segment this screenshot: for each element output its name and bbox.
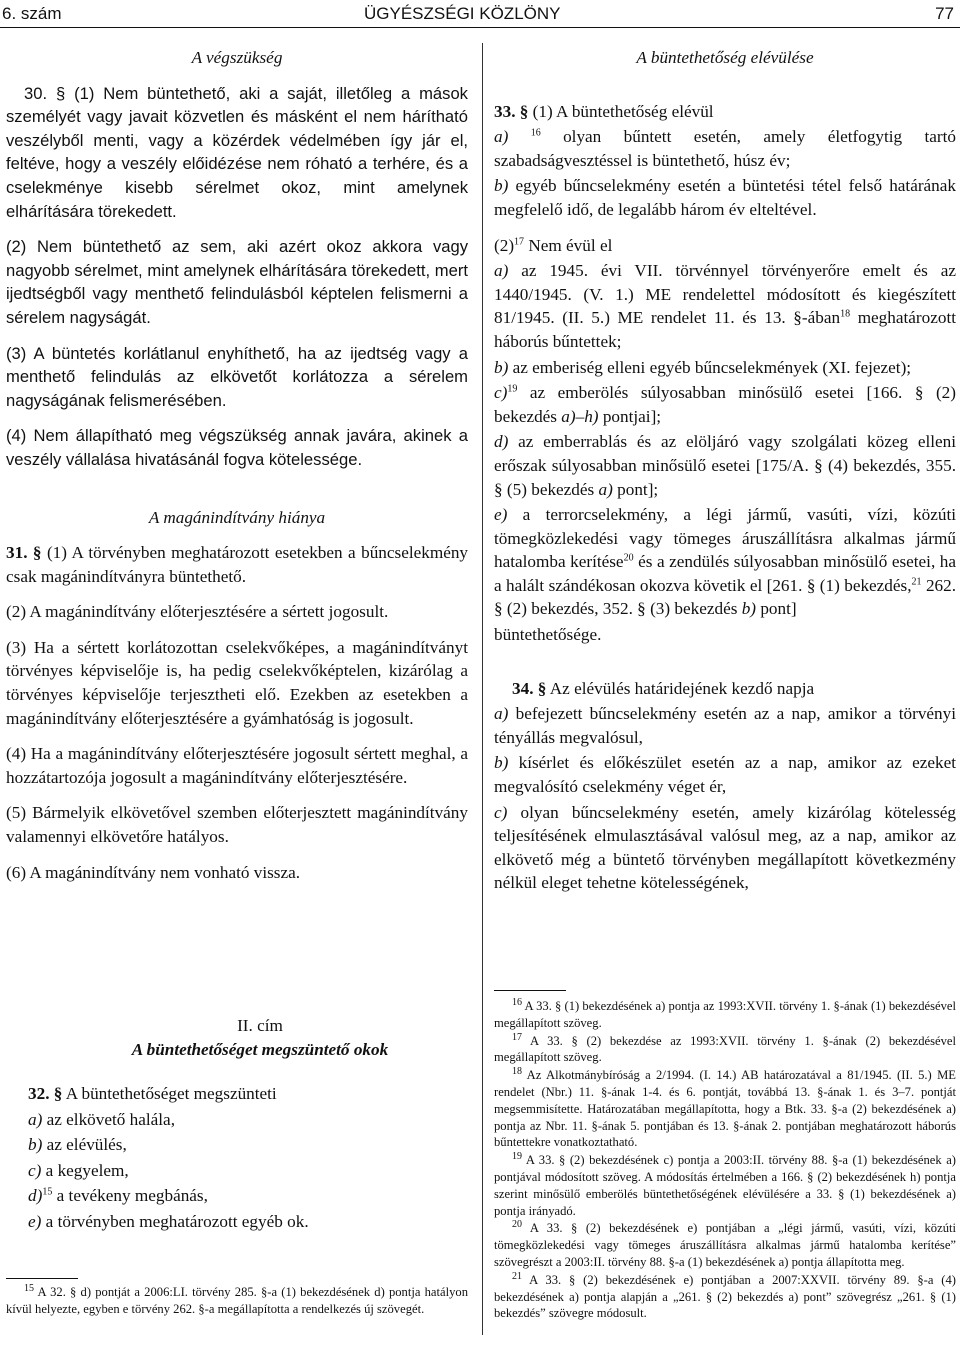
- section-30-para-4: (4) Nem állapítható meg végszükség annak javára, akinek a veszély vállalása hivatásánál fogva kötelessége.: [6, 426, 468, 469]
- section-33-2-item-c: c)$^{19}$ az emberölés súlyosabban minősülő esetei [166. § (2) bekezdés a)–h) pontjai];: [494, 383, 956, 426]
- column-divider: [482, 43, 483, 1335]
- section-heading-elevules: A büntethetőség elévülése: [636, 48, 814, 67]
- section-33-para-1: 33. § (1) A büntethetőség elévül: [494, 101, 714, 121]
- footnote-rule-left: [6, 1278, 78, 1279]
- footnote-16: $^{16}$ A 33. § (1) bekezdésének a) pontja az 1993:XVII. törvény 1. §-ának (1) bekezdésével megállapított szöveg.: [494, 996, 956, 1030]
- section-30-para-3: (3) A büntetés korlátlanul enyhíthető, ha az ijedtség vagy a menthető felindulás az elkövetőt korlátozza a sérelem nagyságának felismerésében.: [6, 343, 468, 410]
- section-31-para-4: (4) Ha a magánindítvány előterjesztésére jogosult sértett meghal, a hozzátartozója jogosult a magánindítvány előterjesztésére.: [6, 744, 468, 787]
- section-34-item-c: c) olyan bűncselekmény esetén, amely kizárólag kötelesség teljesítésének elmulasztásával valósul meg, az a nap, amikor az elkövető még a büntető törvényben megállapított következmény nélkül eleget tehetne kötelességének,: [494, 802, 957, 893]
- page-number: 77: [935, 4, 954, 23]
- section-31-para-1: 31. § (1) A törvényben meghatározott esetekben a bűncselekmény csak magánindítványra büntethető.: [6, 543, 469, 586]
- section-32-item-a: a) az elkövető halála,: [28, 1109, 175, 1129]
- section-33-2-item-d: d) az emberrablás és az elöljáró vagy szolgálati közeg elleni erőszak súlyosabban minősülő esetei [175/A. § (4) bekezdés, 355. § (5) bekezdés a) pont];: [494, 432, 957, 499]
- section-33-para-2: $(2)^{17}$ Nem évül el: [494, 235, 613, 255]
- section-32-item-e: e) a törvényben meghatározott egyéb ok.: [28, 1211, 309, 1231]
- section-31-para-3: (3) Ha a sértett korlátozottan cselekvőképes, a magánindítványt törvényes képviselője is, ha pedig cselekvőképtelen, kizárólag a törvényes képviselője terjesztheti elő. Ezekben az esetekben a magánindítvány előterjesztésére a gyámhatóság is jogosult.: [6, 637, 468, 728]
- section-33-item-b: b) egyéb bűncselekmény esetén a büntetési tétel felső határának megfelelő idő, de legalább három év elteltével.: [494, 176, 956, 219]
- right-column: [494, 46, 956, 907]
- footnotes-right: [494, 998, 956, 1323]
- section-32-item-b: b) az elévülés,: [28, 1135, 127, 1155]
- header-rule: [0, 27, 960, 28]
- section-31-number: 31. §: [6, 543, 42, 563]
- footnote-15: $^{15}$ A 32. § d) pontját a 2006:LI. törvény 285. §-a (1) bekezdésének d) pontja hatályon kívül helyezte, egyben e törvény 262. §-a megállapította a rendelkezés új szövegét.: [6, 1282, 468, 1316]
- footnote-ref-15: 15: [42, 1186, 53, 1198]
- section-31-para-5: (5) Bármelyik elkövetővel szemben előterjesztett magánindítvány valamennyi elkövetőre hatályos.: [6, 803, 468, 847]
- section-33-2-item-e: e) a terrorcselekmény, a légi jármű, vasúti, vízi, közúti tömegközlekedési vagy tömeges áruszállításra alkalmas jármű hatalomba kerítése$^{20}$ és a zendülés súlyosabban minősülő esetei, ha a halált szándékosan okozva követik el [261. § (1) bekezdés,$^{21}$ 262. § (2) bekezdés, 352. § (3) bekezdés b) pont]: [494, 505, 957, 619]
- section-34-item-b: b) kísérlet és előkészület esetén az a nap, amikor az ezeket megvalósító cselekmény véget ér,: [494, 753, 957, 797]
- page-header: [0, 0, 960, 30]
- footnote-18: $^{18}$ Az Alkotmánybíróság a 2/1994. (I. 14.) AB határozatával a 81/1945. (II. 5.) ME rendelet (Nbr.) 11. §-ának 1-4. és 6. pontját, továbbá 13. §-ának 1. és 3–7. pontját megsemmisítette. Határozatában megállapította, hogy a Btk. 33. §-a (2) bekezdésének a) pontja az Nbr. 11. §-ának 5. pontjában és 13. §-ának 2. pontjában meghatározott háborús bűntettekre vonatkoztatható.: [494, 1066, 956, 1150]
- section-33-2-item-a: a) az 1945. évi VII. törvénnyel törvényerőre emelt és az 1440/1945. (V. 1.) ME rendelettel módosított és kiegészített 81/1945. (II. 5.) ME rendelet 11. és 13. §-ában$^{18}$ meghatározott háborús bűntettek;: [494, 261, 956, 351]
- section-32-intro: 32. § A büntethetőséget megszünteti: [28, 1084, 277, 1103]
- left-column: [6, 46, 468, 896]
- section-32-item-d: d)$^{15}$ a tevékeny megbánás,: [28, 1186, 208, 1206]
- section-34-number: 34. §: [512, 678, 547, 698]
- section-heading-vegszukseg: A végszükség: [191, 48, 283, 67]
- section-34-item-a: a) befejezett bűncselekmény esetén az a nap, amikor a törvényi tényállás megvalósul,: [494, 704, 957, 747]
- footnote-rule-right: [494, 990, 566, 991]
- section-31-para-6: (6) A magánindítvány nem vonható vissza.: [6, 862, 301, 882]
- journal-title: ÜGYÉSZSÉGI KÖZLÖNY: [364, 4, 561, 23]
- footnote-19: $^{19}$ A 33. § (2) bekezdésének c) pontja a 2003:II. törvény 88. §-a (1) bekezdésének a) pontjával módosított szöveg. A módosítás értelmében a 166. § (2) bekezdésének h) pontja szerint minősülő emberölés büntethetőségének elévülésére a 33. § (1) bekezdésének a) pontja irányadó.: [494, 1150, 956, 1218]
- section-32-item-c: c) a kegyelem,: [28, 1160, 129, 1180]
- section-31-para-2: (2) A magánindítvány előterjesztésére a sértett jogosult.: [6, 602, 389, 622]
- footnote-21: $^{21}$ A 33. § (2) bekezdésének e) pontjában a 2007:XXVII. törvény 89. §-a (4) bekezdésének a) pontja alapján a „261. § (2) bekezdés a) pont” szövegrész „261. § (1) bekezdés” szövegre módosult.: [494, 1270, 956, 1321]
- footnote-20: $^{20}$ A 33. § (2) bekezdésének e) pontjában a „légi jármű, vasúti, vízi, közúti tömegközlekedési vagy tömeges áruszállításra alkalmas jármű hatalomba kerítése” szövegrészt a 2003:II. törvény 88. §-a (1) bekezdésének a) pontja állapította meg.: [494, 1219, 956, 1269]
- section-30-para-2: (2) Nem büntethető az sem, aki azért okoz akkora vagy nagyobb sérelmet, mint amelynek elhárítására törekedett, mert ijedtségből vagy menthető felindulásból képtelen felismerni a sérelem nagyságát.: [6, 237, 468, 327]
- section-33-item-a: a) $^{16}$ olyan bűntett esetén, amely életfogytig tartó szabadságvesztéssel is büntethető, húsz év;: [494, 127, 957, 170]
- section-30-para-1: 30. § (1) Nem büntethető, aki a saját, illetőleg a mások személyét vagy javait közvetlen és másként el nem hárítható veszélyből menti, vagy a közérdek védelmében így jár el, feltéve, hogy a veszély előidézése nem róható a terhére, és a cselekménye kisebb sérelmet okoz, mint amelynek elhárítására törekedett.: [6, 83, 468, 221]
- section-34-intro: 34. § Az elévülés határidejének kezdő napja: [512, 678, 815, 698]
- footnote-17: $^{17}$ A 33. § (2) bekezdése az 1993:XVII. törvény 1. §-ának (2) bekezdésével megállapított szöveg.: [494, 1031, 956, 1065]
- title-chapter: II. cím: [237, 1016, 283, 1035]
- section-32: [28, 1082, 468, 1236]
- section-33-number: 33. §: [494, 101, 529, 121]
- section-33-2-item-b: b) az emberiség elleni egyéb bűncselekmények (XI. fejezet);: [494, 357, 912, 377]
- section-32-number: 32. §: [28, 1084, 63, 1103]
- issue-number: 6. szám: [2, 4, 62, 23]
- title-block: [60, 1014, 460, 1061]
- title-heading: A büntethetőséget megszüntető okok: [131, 1039, 389, 1059]
- section-30-number: 30. §: [24, 83, 66, 103]
- section-heading-maganinditvany: A magánindítvány hiánya: [148, 507, 326, 527]
- section-33-tail: büntethetősége.: [494, 625, 602, 645]
